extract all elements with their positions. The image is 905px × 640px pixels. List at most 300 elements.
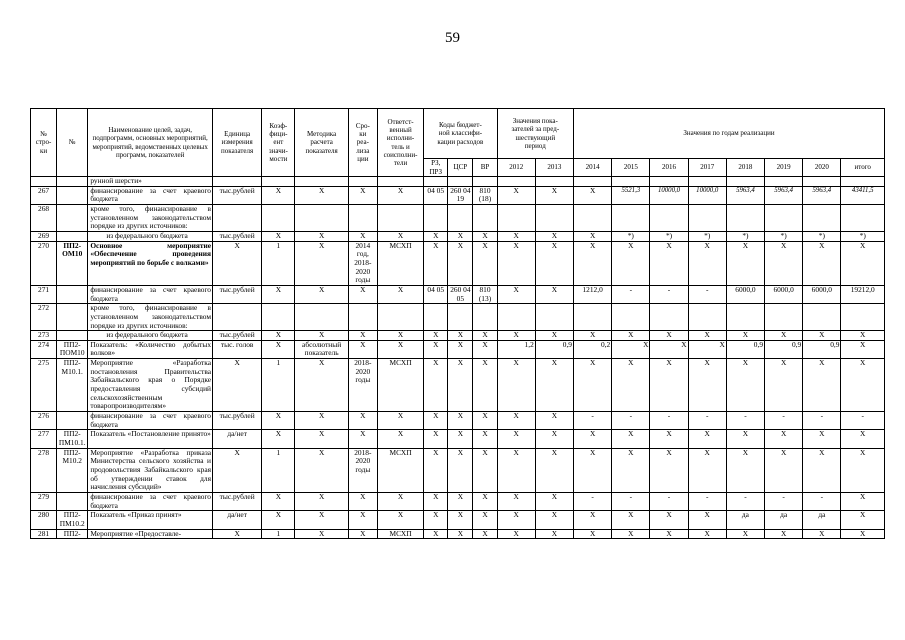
row-year-value-cell: Х — [726, 529, 764, 539]
row-year-value-cell: Х — [688, 430, 726, 448]
header-year: 2016 — [650, 159, 688, 177]
table-row — [31, 331, 885, 341]
row-number-cell: 281 — [31, 529, 57, 539]
row-year-value-cell — [765, 177, 803, 187]
row-year-value-cell — [574, 177, 612, 187]
header-year: 2014 — [574, 159, 612, 177]
row-coef-cell: 1 — [262, 241, 295, 285]
row-year-value-cell: Х — [574, 331, 612, 341]
row-year-value-cell: Х — [497, 241, 535, 285]
row-method-cell: Х — [295, 511, 348, 529]
table-row — [31, 204, 885, 231]
row-method-cell — [295, 204, 348, 231]
row-year-value-cell — [688, 304, 726, 331]
row-coef-cell — [262, 304, 295, 331]
row-total-cell: *) — [841, 231, 885, 241]
row-number-cell: 274 — [31, 340, 57, 358]
row-unit-cell: тыс.рублей — [213, 285, 262, 303]
row-term-cell — [348, 304, 377, 331]
row-year-value-cell: *) — [650, 231, 688, 241]
row-year-value-cell: *) — [612, 231, 650, 241]
header-vr: ВР — [473, 159, 497, 177]
header-year: 2013 — [535, 159, 573, 177]
row-year-value-cell: Х — [650, 359, 688, 412]
row-id-cell — [57, 285, 88, 303]
row-csr-cell: Х — [448, 511, 473, 529]
row-year-value-cell: Х — [726, 430, 764, 448]
row-year-value-cell: *) — [803, 231, 841, 241]
row-year-value-cell: - — [650, 492, 688, 510]
row-year-value-cell — [497, 204, 535, 231]
row-year-value-cell — [765, 204, 803, 231]
row-year-value-cell: - — [765, 492, 803, 510]
row-year-value-cell: Х — [765, 529, 803, 539]
row-year-value-cell: 0,9 — [726, 340, 764, 358]
row-year-value-cell: - — [726, 412, 764, 430]
row-coef-cell: Х — [262, 412, 295, 430]
header-responsible: Ответст- венный исполни- тель и соисполни- тели — [377, 109, 423, 177]
row-year-value-cell: - — [612, 412, 650, 430]
row-year-value-cell: Х — [650, 448, 688, 492]
row-number-cell: 272 — [31, 304, 57, 331]
row-name-cell: кроме того, финансирование в установленном законодательством порядке из других источников: — [88, 304, 213, 331]
table-row — [31, 529, 885, 539]
row-name-cell: рунной шерсти» — [88, 177, 213, 187]
row-year-value-cell: Х — [574, 529, 612, 539]
row-responsible-cell: МСХП — [377, 359, 423, 412]
row-term-cell — [348, 204, 377, 231]
row-total-cell — [841, 304, 885, 331]
row-term-cell: Х — [348, 285, 377, 303]
row-vr-cell: Х — [473, 231, 497, 241]
table-row — [31, 412, 885, 430]
row-coef-cell — [262, 204, 295, 231]
row-year-value-cell: Х — [765, 430, 803, 448]
row-year-value-cell: - — [650, 412, 688, 430]
row-vr-cell: Х — [473, 448, 497, 492]
row-year-value-cell: Х — [535, 231, 573, 241]
row-term-cell: 2014 год, 2018-2020 годы — [348, 241, 377, 285]
row-vr-cell: Х — [473, 511, 497, 529]
row-term-cell: 2018-2020 годы — [348, 359, 377, 412]
row-name-cell: кроме того, финансирование в установленном законодательством порядке из других источников: — [88, 204, 213, 231]
row-name-cell: финансирование за счет краевого бюджета — [88, 412, 213, 430]
row-year-value-cell: Х — [650, 331, 688, 341]
row-responsible-cell — [377, 204, 423, 231]
row-rz-cell: 04 05 — [424, 186, 448, 204]
row-total-cell: Х — [841, 359, 885, 412]
row-coef-cell: Х — [262, 285, 295, 303]
row-total-cell: Х — [841, 340, 885, 358]
row-method-cell: Х — [295, 359, 348, 412]
row-total-cell — [841, 177, 885, 187]
row-year-value-cell: Х — [688, 359, 726, 412]
row-year-value-cell — [535, 177, 573, 187]
row-coef-cell: Х — [262, 430, 295, 448]
row-coef-cell: 1 — [262, 359, 295, 412]
row-year-value-cell: Х — [535, 359, 573, 412]
row-rz-cell: Х — [424, 511, 448, 529]
header-term: Сро- ки реа- лиза ции — [348, 109, 377, 177]
row-year-value-cell — [688, 204, 726, 231]
row-year-value-cell — [688, 177, 726, 187]
row-year-value-cell: - — [688, 492, 726, 510]
table-row — [31, 430, 885, 448]
row-csr-cell: Х — [448, 448, 473, 492]
row-csr-cell: Х — [448, 359, 473, 412]
row-year-value-cell: 10000,0 — [688, 186, 726, 204]
header-rz: РЗ, ПРЗ — [424, 159, 448, 177]
row-year-value-cell: Х — [612, 359, 650, 412]
row-number-cell: 276 — [31, 412, 57, 430]
row-method-cell: абсолютный показатель — [295, 340, 348, 358]
row-year-value-cell: Х — [574, 448, 612, 492]
row-id-cell — [57, 492, 88, 510]
row-unit-cell: Х — [213, 529, 262, 539]
row-year-value-cell — [650, 204, 688, 231]
row-rz-cell: Х — [424, 492, 448, 510]
row-year-value-cell: Х — [574, 231, 612, 241]
row-year-value-cell: - — [574, 412, 612, 430]
row-rz-cell: Х — [424, 359, 448, 412]
row-method-cell: Х — [295, 241, 348, 285]
row-unit-cell: тыс.рублей — [213, 186, 262, 204]
row-vr-cell: Х — [473, 359, 497, 412]
row-year-value-cell: 6000,0 — [803, 285, 841, 303]
row-number-cell — [31, 177, 57, 187]
row-year-value-cell: Х — [497, 231, 535, 241]
row-vr-cell: Х — [473, 430, 497, 448]
table-row — [31, 285, 885, 303]
header-coef: Коэф- фици- ент значи- мости — [262, 109, 295, 177]
row-year-value-cell — [726, 177, 764, 187]
row-unit-cell: Х — [213, 359, 262, 412]
header-method: Методика расчета показателя — [295, 109, 348, 177]
row-method-cell — [295, 177, 348, 187]
header-name: Наименование целей, задач, подпрограмм, основных мероприятий, мероприятий, ведомственных целевых программ, показателей — [88, 109, 213, 177]
row-responsible-cell: Х — [377, 186, 423, 204]
row-year-value-cell: - — [726, 492, 764, 510]
row-total-cell: Х — [841, 448, 885, 492]
row-year-value-cell: Х — [803, 241, 841, 285]
row-term-cell: Х — [348, 492, 377, 510]
row-responsible-cell: МСХП — [377, 448, 423, 492]
row-year-value-cell: Х — [497, 511, 535, 529]
row-year-value-cell: Х — [688, 529, 726, 539]
row-number-cell: 277 — [31, 430, 57, 448]
row-year-value-cell: да — [803, 511, 841, 529]
row-id-cell — [57, 204, 88, 231]
row-year-value-cell: Х — [803, 331, 841, 341]
row-csr-cell: Х — [448, 241, 473, 285]
row-name-cell: Мероприятие «Предоставле- — [88, 529, 213, 539]
row-coef-cell: Х — [262, 231, 295, 241]
row-year-value-cell — [765, 304, 803, 331]
row-year-value-cell — [574, 204, 612, 231]
row-name-cell: Показатель «Постановление принято» — [88, 430, 213, 448]
row-year-value-cell: Х — [497, 529, 535, 539]
row-year-value-cell: Х — [726, 241, 764, 285]
row-vr-cell — [473, 304, 497, 331]
row-coef-cell — [262, 177, 295, 187]
row-unit-cell: тыс.рублей — [213, 492, 262, 510]
row-rz-cell: Х — [424, 340, 448, 358]
row-responsible-cell — [377, 304, 423, 331]
row-year-value-cell: - — [688, 285, 726, 303]
row-year-value-cell: - — [765, 412, 803, 430]
row-csr-cell: Х — [448, 492, 473, 510]
table-row — [31, 304, 885, 331]
table-row — [31, 231, 885, 241]
row-year-value-cell: Х — [650, 340, 688, 358]
row-term-cell: Х — [348, 231, 377, 241]
row-id-cell: ПП2-ОМ10 — [57, 241, 88, 285]
row-method-cell: Х — [295, 492, 348, 510]
row-rz-cell: 04 05 — [424, 285, 448, 303]
row-term-cell: Х — [348, 331, 377, 341]
row-year-value-cell: Х — [612, 529, 650, 539]
row-year-value-cell: *) — [726, 231, 764, 241]
row-year-value-cell: - — [803, 492, 841, 510]
row-year-value-cell: Х — [612, 340, 650, 358]
row-name-cell: финансирование за счет краевого бюджета — [88, 285, 213, 303]
row-id-cell: ПП2-М10.2 — [57, 448, 88, 492]
row-year-value-cell: - — [574, 492, 612, 510]
header-year: 2012 — [497, 159, 535, 177]
row-year-value-cell: Х — [650, 511, 688, 529]
row-year-value-cell: да — [765, 511, 803, 529]
row-coef-cell: Х — [262, 186, 295, 204]
row-responsible-cell: МСХП — [377, 241, 423, 285]
row-year-value-cell: Х — [765, 241, 803, 285]
row-responsible-cell: Х — [377, 430, 423, 448]
row-number-cell: 280 — [31, 511, 57, 529]
row-number-cell: 271 — [31, 285, 57, 303]
row-number-cell: 279 — [31, 492, 57, 510]
row-year-value-cell: - — [650, 285, 688, 303]
row-year-value-cell: Х — [574, 241, 612, 285]
row-csr-cell: Х — [448, 529, 473, 539]
row-responsible-cell: Х — [377, 511, 423, 529]
row-year-value-cell: Х — [803, 448, 841, 492]
row-year-value-cell: 10000,0 — [650, 186, 688, 204]
row-year-value-cell: Х — [726, 331, 764, 341]
row-vr-cell: 810 (18) — [473, 186, 497, 204]
row-csr-cell — [448, 204, 473, 231]
row-unit-cell: тыс.рублей — [213, 231, 262, 241]
row-csr-cell: 260 04 05 — [448, 285, 473, 303]
row-year-value-cell — [803, 177, 841, 187]
row-year-value-cell — [803, 204, 841, 231]
row-year-value-cell: Х — [535, 511, 573, 529]
row-vr-cell: Х — [473, 241, 497, 285]
header-year: 2018 — [726, 159, 764, 177]
row-year-value-cell: Х — [650, 430, 688, 448]
header-year: 2019 — [765, 159, 803, 177]
row-number-cell: 278 — [31, 448, 57, 492]
row-year-value-cell: *) — [688, 231, 726, 241]
row-year-value-cell: 6000,0 — [765, 285, 803, 303]
row-csr-cell: Х — [448, 430, 473, 448]
row-term-cell: Х — [348, 529, 377, 539]
row-method-cell: Х — [295, 186, 348, 204]
row-responsible-cell: Х — [377, 231, 423, 241]
row-name-cell: Основное мероприятие «Обеспечение проведения мероприятий по борьбе с волками» — [88, 241, 213, 285]
row-year-value-cell: Х — [535, 448, 573, 492]
row-term-cell: Х — [348, 430, 377, 448]
row-number-cell: 268 — [31, 204, 57, 231]
table-row — [31, 359, 885, 412]
row-year-value-cell — [612, 204, 650, 231]
row-rz-cell: Х — [424, 430, 448, 448]
row-name-cell: Показатель «Приказ принят» — [88, 511, 213, 529]
row-unit-cell: тыс.рублей — [213, 331, 262, 341]
row-year-value-cell — [535, 304, 573, 331]
row-term-cell: Х — [348, 340, 377, 358]
row-responsible-cell: Х — [377, 340, 423, 358]
row-year-value-cell: 5963,4 — [765, 186, 803, 204]
row-year-value-cell: 6000,0 — [726, 285, 764, 303]
table-row — [31, 340, 885, 358]
row-year-value-cell: Х — [650, 529, 688, 539]
row-year-value-cell: Х — [497, 285, 535, 303]
row-year-value-cell: Х — [688, 331, 726, 341]
row-coef-cell: 1 — [262, 529, 295, 539]
row-year-value-cell: 1,2 — [497, 340, 535, 358]
row-year-value-cell: Х — [497, 186, 535, 204]
row-year-value-cell: - — [803, 412, 841, 430]
row-unit-cell — [213, 204, 262, 231]
row-year-value-cell: Х — [574, 186, 612, 204]
row-year-value-cell: - — [612, 492, 650, 510]
row-name-cell: финансирование за счет краевого бюджета — [88, 186, 213, 204]
row-method-cell: Х — [295, 412, 348, 430]
row-vr-cell — [473, 177, 497, 187]
row-id-cell: ПП2-ПМ10.1. — [57, 430, 88, 448]
row-year-value-cell: Х — [612, 331, 650, 341]
row-year-value-cell: Х — [688, 448, 726, 492]
row-year-value-cell: - — [612, 285, 650, 303]
row-total-cell: Х — [841, 529, 885, 539]
row-vr-cell: 810 (13) — [473, 285, 497, 303]
row-responsible-cell: Х — [377, 331, 423, 341]
row-year-value-cell: Х — [765, 448, 803, 492]
row-year-value-cell — [535, 204, 573, 231]
row-year-value-cell: Х — [535, 412, 573, 430]
row-year-value-cell: Х — [765, 359, 803, 412]
row-year-value-cell: 1212,0 — [574, 285, 612, 303]
header-year: 2017 — [688, 159, 726, 177]
row-year-value-cell: Х — [765, 331, 803, 341]
row-total-cell — [841, 204, 885, 231]
header-budget-codes: Коды бюджет- ной классифи- кации расходов — [424, 109, 497, 159]
row-year-value-cell: Х — [497, 331, 535, 341]
row-rz-cell: Х — [424, 241, 448, 285]
row-year-value-cell: да — [726, 511, 764, 529]
row-year-value-cell: 5521,3 — [612, 186, 650, 204]
row-unit-cell: да/нет — [213, 511, 262, 529]
row-year-value-cell: 0,9 — [803, 340, 841, 358]
row-year-value-cell: Х — [535, 241, 573, 285]
row-year-value-cell: Х — [535, 285, 573, 303]
header-prior-values: Значения пока- зателей за пред- шествующий период — [497, 109, 573, 159]
row-term-cell: 2018-2020 годы — [348, 448, 377, 492]
row-total-cell: Х — [841, 492, 885, 510]
row-unit-cell: тыс.рублей — [213, 412, 262, 430]
row-unit-cell: Х — [213, 448, 262, 492]
row-method-cell: Х — [295, 231, 348, 241]
row-year-value-cell: Х — [535, 529, 573, 539]
row-year-value-cell: Х — [650, 241, 688, 285]
row-name-cell: финансирование за счет краевого бюджета — [88, 492, 213, 510]
row-csr-cell: Х — [448, 340, 473, 358]
row-term-cell — [348, 177, 377, 187]
row-name-cell: Мероприятие «Разработка постановления Правительства Забайкальского края о Порядке предоставления субсидий сельскохозяйственным товаропроизводителям» — [88, 359, 213, 412]
row-coef-cell: Х — [262, 331, 295, 341]
row-year-value-cell: 0,9 — [535, 340, 573, 358]
row-year-value-cell — [803, 304, 841, 331]
table-row — [31, 448, 885, 492]
row-number-cell: 270 — [31, 241, 57, 285]
row-name-cell: Показатель: «Количество добытых волков» — [88, 340, 213, 358]
row-coef-cell: Х — [262, 511, 295, 529]
row-year-value-cell: Х — [688, 340, 726, 358]
row-name-cell: Мероприятие «Разработка приказа Министерства сельского хозяйства и продовольствия Забайкальского края об утверждении ставок для начисления субсидий» — [88, 448, 213, 492]
row-year-value-cell: Х — [574, 359, 612, 412]
row-method-cell: Х — [295, 529, 348, 539]
row-year-value-cell: 5963,4 — [803, 186, 841, 204]
row-year-value-cell: Х — [497, 448, 535, 492]
row-id-cell — [57, 177, 88, 187]
row-year-value-cell: Х — [688, 511, 726, 529]
row-unit-cell: да/нет — [213, 430, 262, 448]
row-method-cell: Х — [295, 331, 348, 341]
row-year-value-cell — [497, 304, 535, 331]
row-year-value-cell: Х — [535, 186, 573, 204]
row-csr-cell: Х — [448, 412, 473, 430]
header-total: итого — [841, 159, 885, 177]
row-rz-cell: Х — [424, 529, 448, 539]
row-responsible-cell: Х — [377, 285, 423, 303]
row-year-value-cell: 5963,4 — [726, 186, 764, 204]
row-year-value-cell: - — [688, 412, 726, 430]
row-total-cell: - — [841, 412, 885, 430]
row-method-cell — [295, 304, 348, 331]
row-vr-cell: Х — [473, 340, 497, 358]
row-vr-cell: Х — [473, 412, 497, 430]
indicators-table — [30, 108, 885, 539]
row-year-value-cell — [497, 177, 535, 187]
row-year-value-cell — [726, 204, 764, 231]
page-number: 59 — [445, 30, 460, 46]
row-csr-cell — [448, 177, 473, 187]
row-year-value-cell — [650, 177, 688, 187]
header-csr: ЦСР — [448, 159, 473, 177]
table-row — [31, 186, 885, 204]
row-vr-cell — [473, 204, 497, 231]
row-csr-cell: Х — [448, 231, 473, 241]
table-row — [31, 511, 885, 529]
row-number-cell: 267 — [31, 186, 57, 204]
row-year-value-cell: Х — [612, 511, 650, 529]
row-total-cell: Х — [841, 511, 885, 529]
header-year-values: Значения по годам реализации — [574, 109, 885, 159]
row-term-cell: Х — [348, 186, 377, 204]
row-year-value-cell — [612, 177, 650, 187]
row-responsible-cell: Х — [377, 412, 423, 430]
row-id-cell — [57, 231, 88, 241]
row-year-value-cell — [650, 304, 688, 331]
